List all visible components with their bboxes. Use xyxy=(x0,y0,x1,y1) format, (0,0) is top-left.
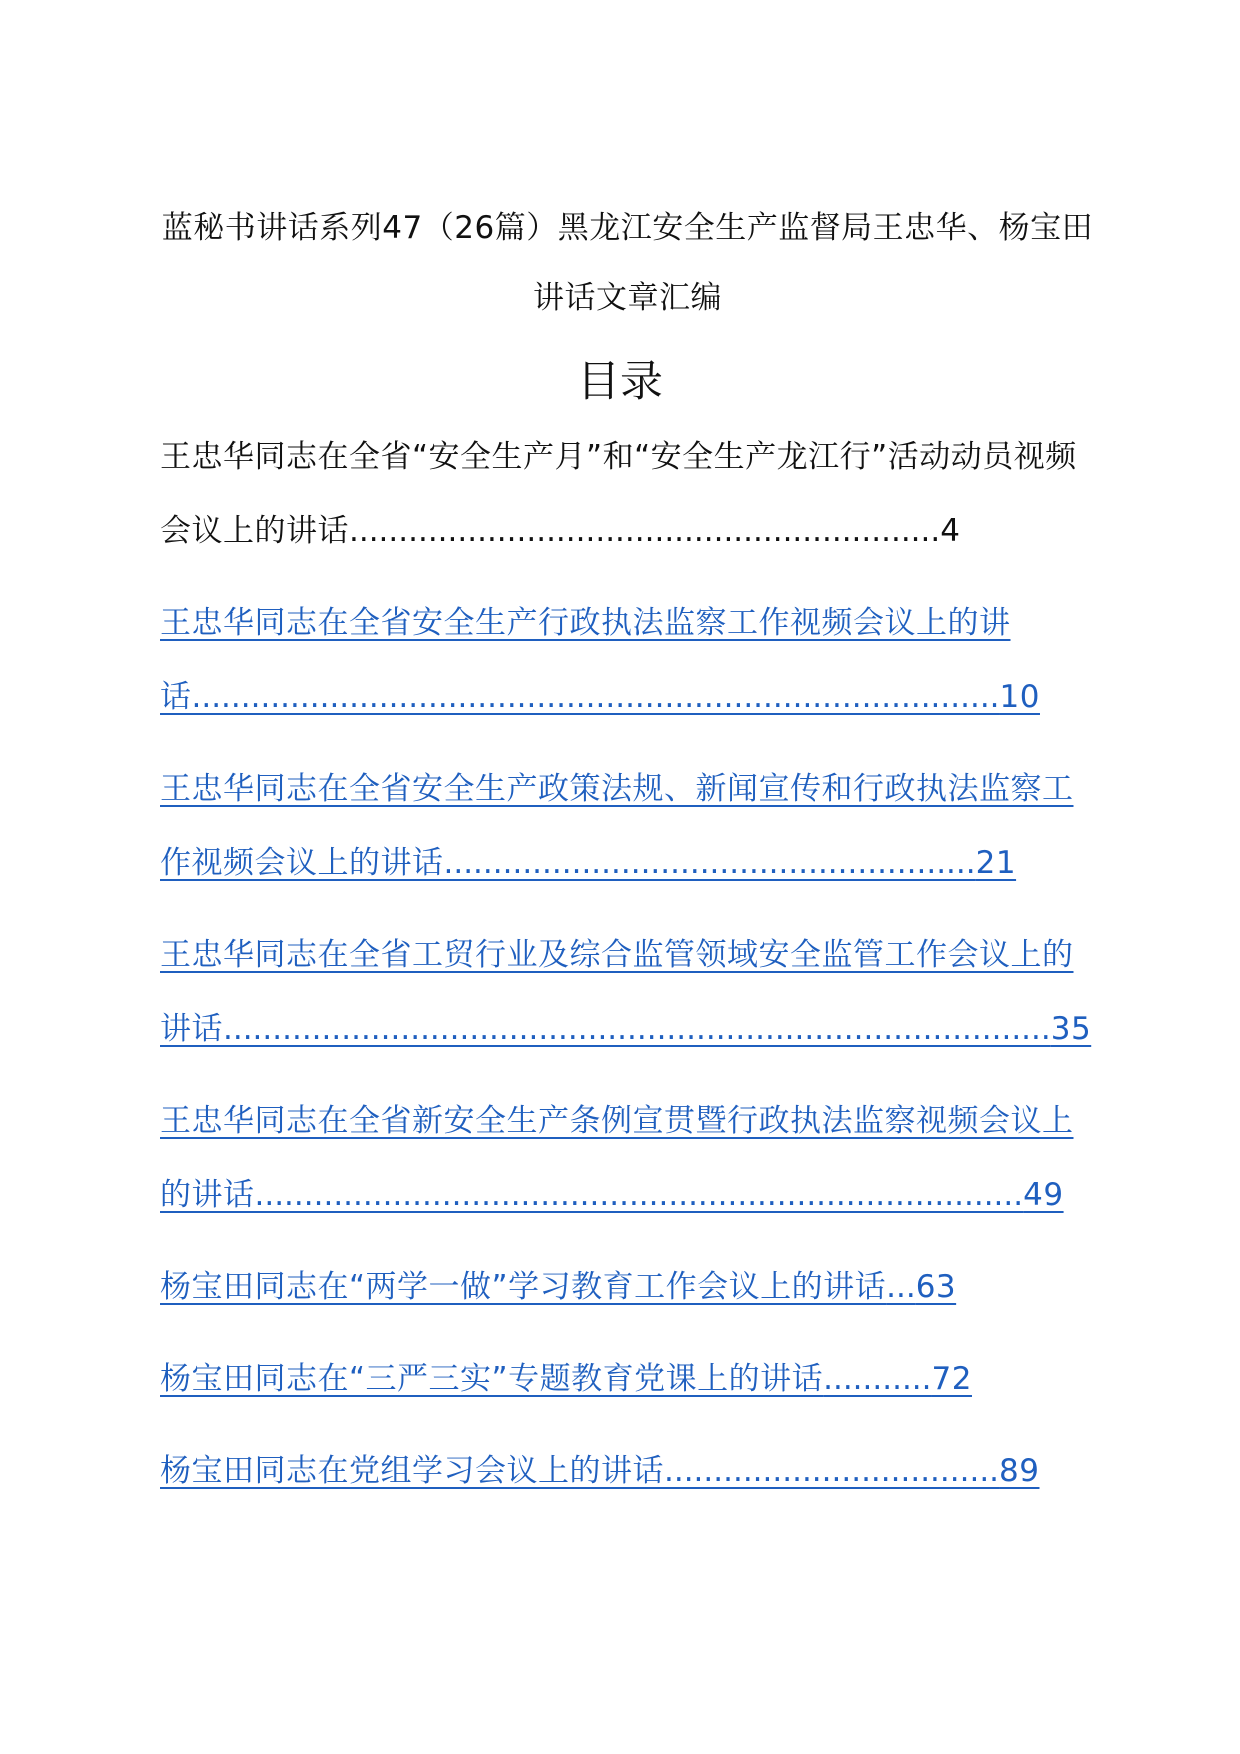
toc-entry[interactable] xyxy=(160,586,1095,734)
toc-entry-link[interactable] xyxy=(160,1361,972,1397)
toc-entry-page: 72 xyxy=(931,1361,972,1397)
toc-entry-link[interactable] xyxy=(160,771,1074,881)
toc-entry-title: 王忠华同志在全省安全生产行政执法监察工作视频会议上的讲话 xyxy=(160,605,1011,715)
toc-entry-link[interactable] xyxy=(160,605,1040,715)
toc-entry-page: 21 xyxy=(975,845,1017,881)
toc-entry-link[interactable] xyxy=(160,1453,1040,1489)
toc-entry[interactable] xyxy=(160,1434,1095,1508)
toc-entry-title: 王忠华同志在全省新安全生产条例宣贯暨行政执法监察视频会议上的讲话 xyxy=(160,1103,1074,1213)
toc-entry-link[interactable] xyxy=(160,937,1091,1047)
toc-entry[interactable] xyxy=(160,752,1095,900)
document-title: 蓝秘书讲话系列47（26篇）黑龙江安全生产监督局王忠华、杨宝田讲话文章汇编 xyxy=(161,210,1094,316)
toc-entry-page: 89 xyxy=(999,1453,1040,1489)
toc-entry-link[interactable] xyxy=(160,1269,956,1305)
toc-entry-leader: .................................................................................... xyxy=(223,1011,1051,1047)
toc-entry[interactable] xyxy=(160,918,1095,1066)
toc-entry-link[interactable] xyxy=(160,439,1077,549)
toc-entry-title: 王忠华同志在全省“安全生产月”和“安全生产龙江行”活动动员视频会议上的讲话 xyxy=(160,439,1077,549)
toc-entry-page: 49 xyxy=(1023,1177,1064,1213)
table-of-contents xyxy=(160,420,1095,1526)
toc-entry-title: 杨宝田同志在党组学习会议上的讲话 xyxy=(160,1453,664,1489)
toc-entry-title: 王忠华同志在全省安全生产政策法规、新闻宣传和行政执法监察工作视频会议上的讲话 xyxy=(160,771,1074,881)
toc-heading: 目录 xyxy=(577,357,663,407)
toc-entry-title: 杨宝田同志在“三严三实”专题教育党课上的讲话 xyxy=(160,1361,824,1397)
toc-entry-leader: ........... xyxy=(823,1361,932,1397)
toc-entry-leader: .................................................................................. xyxy=(191,679,1000,715)
toc-entry-leader: .............................................................................. xyxy=(254,1177,1024,1213)
toc-entry-title: 王忠华同志在全省工贸行业及综合监管领域安全监管工作会议上的讲话 xyxy=(160,937,1074,1047)
toc-entry-title: 杨宝田同志在“两学一做”学习教育工作会议上的讲话 xyxy=(160,1269,887,1305)
toc-entry[interactable] xyxy=(160,1250,1095,1324)
toc-entry-page: 10 xyxy=(999,679,1040,715)
toc-entry[interactable] xyxy=(160,1084,1095,1232)
toc-entry-page: 4 xyxy=(940,513,961,549)
toc-entry-leader: ............................................................ xyxy=(349,513,941,549)
toc-entry-page: 63 xyxy=(915,1269,957,1305)
toc-entry-page: 35 xyxy=(1050,1011,1092,1047)
toc-entry-link[interactable] xyxy=(160,1103,1074,1213)
toc-entry-leader: ...................................................... xyxy=(443,845,976,881)
toc-entry-leader: ... xyxy=(886,1269,916,1305)
toc-entry-leader: .................................. xyxy=(664,1453,1000,1489)
toc-entry[interactable] xyxy=(160,420,1095,568)
toc-entry[interactable] xyxy=(160,1342,1095,1416)
